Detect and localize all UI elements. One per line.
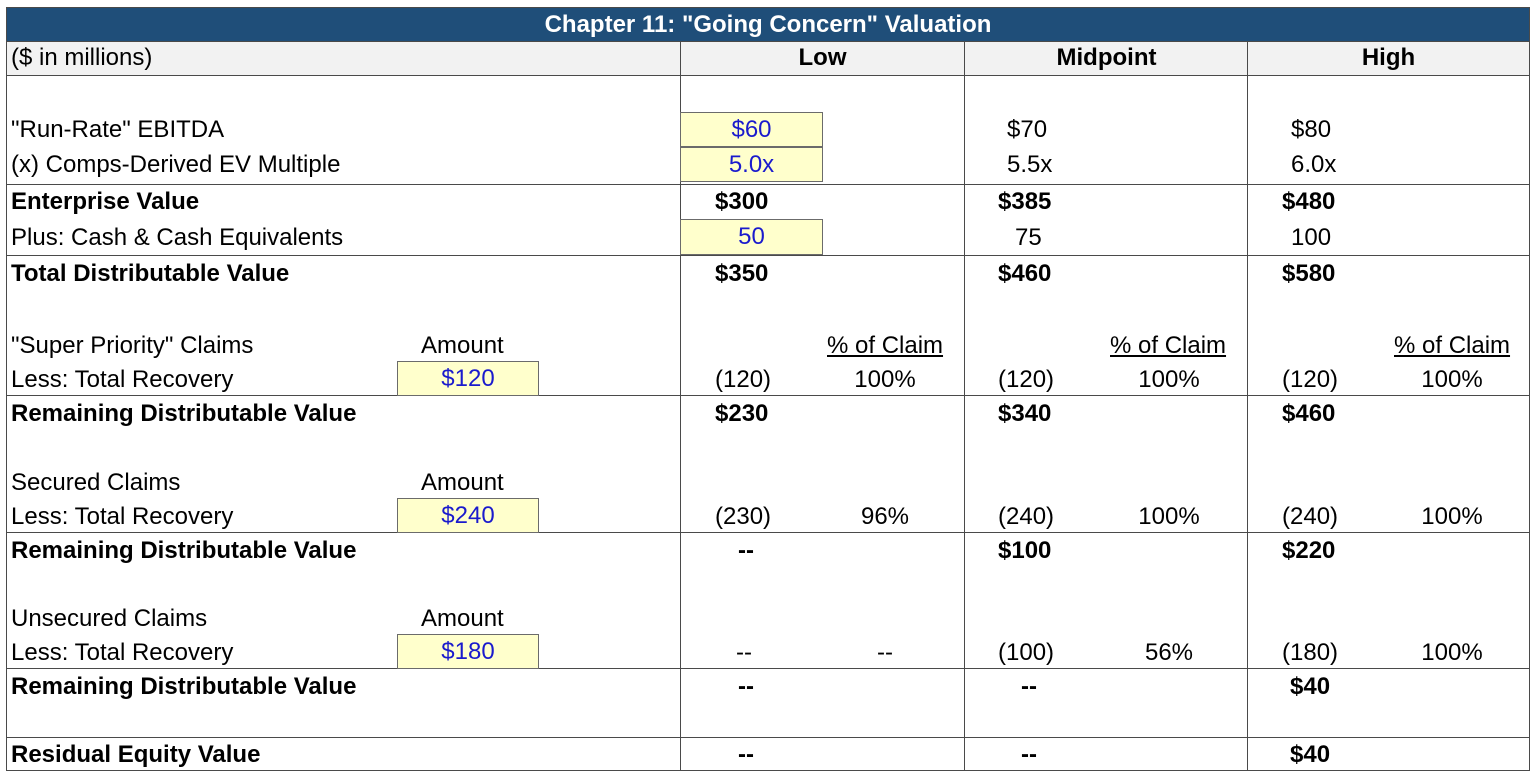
unsecured-remaining-high: $40 xyxy=(1290,673,1331,700)
secured-label: Secured Claims xyxy=(11,469,181,496)
row-divider xyxy=(7,737,1529,738)
ebitda-high: $80 xyxy=(1291,116,1332,143)
unsecured-amount-input[interactable]: $180 xyxy=(397,634,539,669)
secured-high-pct: 100% xyxy=(1421,503,1483,530)
super-remaining-label: Remaining Distributable Value xyxy=(11,400,357,427)
row-divider xyxy=(7,255,1529,256)
residual-equity-label: Residual Equity Value xyxy=(11,741,261,768)
ev-label: Enterprise Value xyxy=(11,188,200,215)
secured-mid-pct: 100% xyxy=(1138,503,1200,530)
low-header: Low xyxy=(798,44,847,71)
ebitda-low-input[interactable]: $60 xyxy=(680,112,823,147)
secured-amount-label: Amount xyxy=(421,469,504,496)
unsecured-mid-pct: 56% xyxy=(1144,639,1194,666)
super-recovery-label: Less: Total Recovery xyxy=(11,366,234,393)
midpoint-header: Midpoint xyxy=(1056,44,1157,71)
tdv-label: Total Distributable Value xyxy=(11,260,290,287)
ebitda-label: "Run-Rate" EBITDA xyxy=(11,116,225,143)
super-priority-label: "Super Priority" Claims xyxy=(11,332,254,359)
cash-low-input[interactable]: 50 xyxy=(680,219,823,255)
ev-mid: $385 xyxy=(998,188,1052,215)
row-divider xyxy=(7,668,1529,669)
unsecured-recovery-label: Less: Total Recovery xyxy=(11,639,234,666)
cash-high: 100 xyxy=(1291,224,1332,251)
ebitda-mid: $70 xyxy=(1007,116,1048,143)
sheet-title: Chapter 11: "Going Concern" Valuation xyxy=(7,8,1529,41)
valuation-sheet xyxy=(6,7,1530,771)
column-header-row xyxy=(7,41,1529,76)
row-divider xyxy=(7,184,1529,185)
super-remaining-high: $460 xyxy=(1282,400,1336,427)
multiple-low-input[interactable]: 5.0x xyxy=(680,147,823,182)
secured-low-pct: 96% xyxy=(860,503,910,530)
super-mid-recovery: (120) xyxy=(998,366,1055,393)
super-high-pct-header: % of Claim xyxy=(1394,332,1511,359)
secured-remaining-low: -- xyxy=(738,537,754,564)
super-low-recovery: (120) xyxy=(715,366,772,393)
multiple-high: 6.0x xyxy=(1291,151,1337,178)
secured-amount-input[interactable]: $240 xyxy=(397,498,539,533)
residual-equity-low: -- xyxy=(738,741,754,768)
tdv-low: $350 xyxy=(715,260,769,287)
unsecured-amount-label: Amount xyxy=(421,605,504,632)
super-amount-input[interactable]: $120 xyxy=(397,361,539,396)
secured-low-recovery: (230) xyxy=(715,503,772,530)
unsecured-low-recovery: -- xyxy=(736,639,752,666)
multiple-label: (x) Comps-Derived EV Multiple xyxy=(11,151,341,178)
unsecured-remaining-label: Remaining Distributable Value xyxy=(11,673,357,700)
super-low-pct: 100% xyxy=(854,366,916,393)
unsecured-low-pct: -- xyxy=(877,639,893,666)
residual-equity-high: $40 xyxy=(1290,741,1331,768)
units-label: ($ in millions) xyxy=(11,44,153,71)
secured-recovery-label: Less: Total Recovery xyxy=(11,503,234,530)
unsecured-mid-recovery: (100) xyxy=(998,639,1055,666)
secured-remaining-high: $220 xyxy=(1282,537,1336,564)
unsecured-high-pct: 100% xyxy=(1421,639,1483,666)
super-low-pct-header: % of Claim xyxy=(827,332,944,359)
tdv-high: $580 xyxy=(1282,260,1336,287)
tdv-mid: $460 xyxy=(998,260,1052,287)
super-high-recovery: (120) xyxy=(1282,366,1339,393)
super-remaining-mid: $340 xyxy=(998,400,1052,427)
high-header: High xyxy=(1361,44,1416,71)
multiple-mid: 5.5x xyxy=(1007,151,1053,178)
unsecured-remaining-low: -- xyxy=(738,673,754,700)
ev-low: $300 xyxy=(715,188,769,215)
super-mid-pct: 100% xyxy=(1138,366,1200,393)
super-mid-pct-header: % of Claim xyxy=(1110,332,1227,359)
unsecured-remaining-mid: -- xyxy=(1021,673,1037,700)
column-divider-mid xyxy=(964,41,965,771)
secured-remaining-label: Remaining Distributable Value xyxy=(11,537,357,564)
secured-mid-recovery: (240) xyxy=(998,503,1055,530)
super-remaining-low: $230 xyxy=(715,400,769,427)
residual-equity-mid: -- xyxy=(1021,741,1037,768)
row-divider xyxy=(7,395,1529,396)
unsecured-label: Unsecured Claims xyxy=(11,605,208,632)
row-divider xyxy=(7,532,1529,533)
super-amount-label: Amount xyxy=(421,332,504,359)
secured-remaining-mid: $100 xyxy=(998,537,1052,564)
super-high-pct: 100% xyxy=(1421,366,1483,393)
ev-high: $480 xyxy=(1282,188,1336,215)
secured-high-recovery: (240) xyxy=(1282,503,1339,530)
unsecured-high-recovery: (180) xyxy=(1282,639,1339,666)
cash-mid: 75 xyxy=(1015,224,1042,251)
column-divider-high xyxy=(1247,41,1248,771)
cash-label: Plus: Cash & Cash Equivalents xyxy=(11,224,344,251)
